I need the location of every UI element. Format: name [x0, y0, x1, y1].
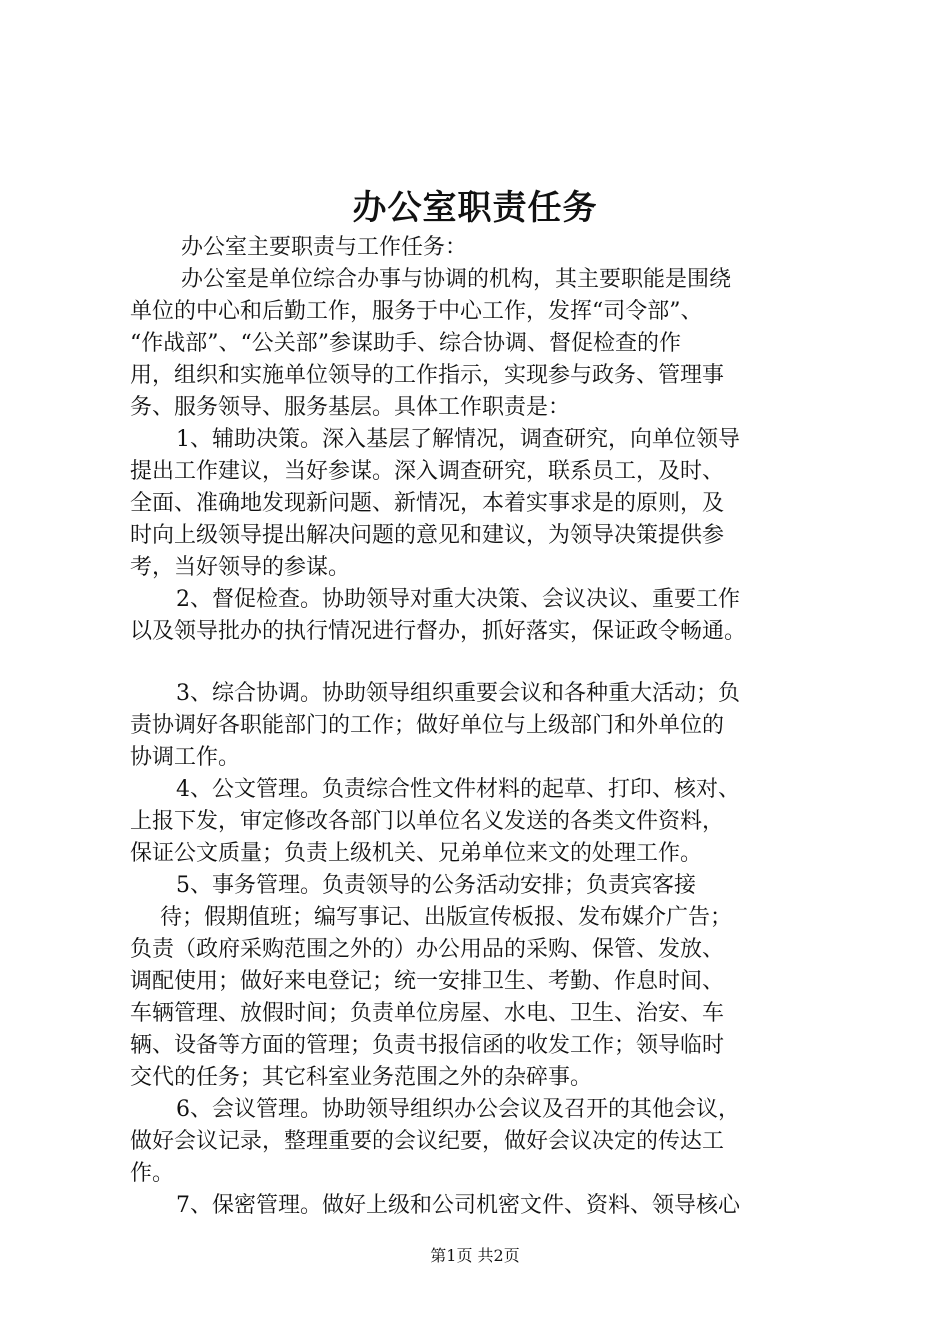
- text-line: 用，组织和实施单位领导的工作指示，实现参与政务、管理事: [130, 363, 725, 388]
- text-line: 7、保密管理。做好上级和公司机密文件、资料、领导核心: [176, 1193, 740, 1218]
- text-line: 考，当好领导的参谋。: [130, 555, 351, 580]
- text-line: 5、事务管理。负责领导的公务活动安排；负责宾客接: [176, 873, 696, 898]
- text-line: 责协调好各职能部门的工作；做好单位与上级部门和外单位的: [130, 713, 725, 738]
- text-line: 办公室主要职责与工作任务：: [181, 235, 468, 260]
- text-line: 时向上级领导提出解决问题的意见和建议，为领导决策提供参: [130, 523, 725, 548]
- text-line: 4、公文管理。负责综合性文件材料的起草、打印、核对、: [176, 777, 740, 802]
- text-line: 调配使用；做好来电登记；统一安排卫生、考勤、作息时间、: [130, 969, 725, 994]
- text-line: 作。: [130, 1161, 175, 1186]
- page-footer: 第1页 共2页: [430, 1246, 520, 1265]
- text-line: 全面、准确地发现新问题、新情况，本着实事求是的原则，及: [130, 491, 725, 516]
- text-line: 2、督促检查。协助领导对重大决策、会议决议、重要工作: [176, 587, 740, 612]
- text-line: 协调工作。: [130, 745, 241, 770]
- text-line: 待；假期值班；编写事记、出版宣传板报、发布媒介广告；: [160, 905, 733, 930]
- text-line: 上报下发，审定修改各部门以单位名义发送的各类文件资料，: [130, 809, 725, 834]
- text-line: 保证公文质量；负责上级机关、兄弟单位来文的处理工作。: [130, 841, 703, 866]
- text-line: 做好会议记录，整理重要的会议纪要，做好会议决定的传达工: [130, 1129, 725, 1154]
- text-line: 提出工作建议，当好参谋。深入调查研究，联系员工，及时、: [130, 459, 725, 484]
- text-line: 以及领导批办的执行情况进行督办，抓好落实，保证政令畅通。: [130, 619, 747, 644]
- text-line: 单位的中心和后勤工作，服务于中心工作，发挥“司令部”、: [130, 299, 703, 324]
- text-line: 6、会议管理。协助领导组织办公会议及召开的其他会议，: [176, 1097, 740, 1122]
- text-line: “作战部”、“公关部”参谋助手、综合协调、督促检查的作: [130, 331, 681, 356]
- text-line: 负责（政府采购范围之外的）办公用品的采购、保管、发放、: [130, 937, 725, 962]
- document-title: 办公室职责任务: [352, 188, 598, 228]
- text-line: 办公室是单位综合办事与协调的机构，其主要职能是围绕: [181, 267, 732, 292]
- text-line: 务、服务领导、服务基层。具体工作职责是：: [130, 395, 571, 420]
- text-line: 交代的任务；其它科室业务范围之外的杂碎事。: [130, 1065, 593, 1090]
- text-line: 3、综合协调。协助领导组织重要会议和各种重大活动；负: [176, 681, 740, 706]
- text-line: 车辆管理、放假时间；负责单位房屋、水电、卫生、治安、车: [130, 1001, 725, 1026]
- text-line: 辆、设备等方面的管理；负责书报信函的收发工作；领导临时: [130, 1033, 725, 1058]
- text-line: 1、辅助决策。深入基层了解情况，调查研究，向单位领导: [176, 427, 740, 452]
